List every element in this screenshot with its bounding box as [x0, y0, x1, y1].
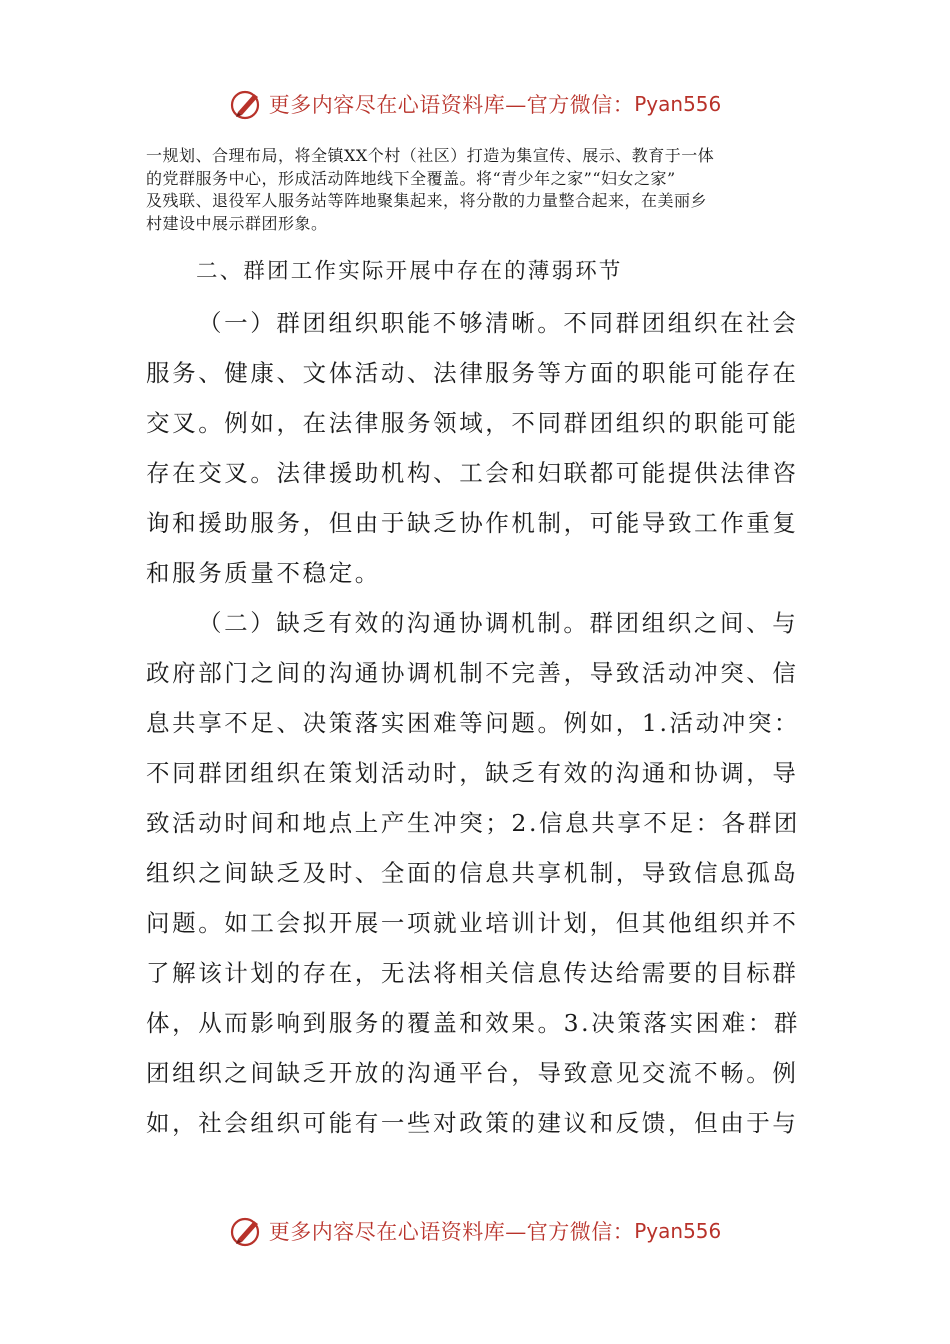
header-watermark: [0, 82, 950, 126]
watermark-text: 更多内容尽在心语资料库—官方微信：: [268, 93, 635, 117]
text-line: 存在交叉。法律援助机构、工会和妇联都可能提供法律咨: [146, 459, 799, 487]
text-line: （一）群团组织职能不够清晰。不同群团组织在社会: [198, 309, 799, 337]
text-line: 问题。如工会拟开展一项就业培训计划，但其他组织并不: [146, 909, 799, 937]
text-line: 组织之间缺乏及时、全面的信息共享机制，导致信息孤岛: [146, 859, 799, 887]
text-line: 的党群服务中心，形成活动阵地线下全覆盖。将“青少年之家”“妇女之家”: [146, 168, 676, 188]
text-line: 一规划、合理布局，将全镇XX个村（社区）打造为集宣传、展示、教育于一体: [146, 146, 715, 165]
watermark-wechat-id: Pyan556: [634, 92, 722, 116]
text-line: （二）缺乏有效的沟通协调机制。群团组织之间、与: [198, 609, 799, 637]
body-text: [146, 298, 801, 1148]
text-line: 体，从而影响到服务的覆盖和效果。3.决策落实困难：群: [146, 1009, 801, 1037]
text-line: 团组织之间缺乏开放的沟通平台，导致意见交流不畅。例: [146, 1059, 799, 1087]
text-line: 及残联、退役军人服务站等阵地聚集起来，将分散的力量整合起来，在美丽乡: [146, 191, 708, 210]
text-line: 交叉。例如，在法律服务领域，不同群团组织的职能可能: [146, 409, 799, 437]
text-line: 政府部门之间的沟通协调机制不完善，导致活动冲突、信: [146, 659, 799, 687]
text-line: 息共享不足、决策落实困难等问题。例如，1.活动冲突：: [146, 709, 801, 737]
footer-watermark: [0, 1209, 950, 1253]
text-line: 和服务质量不稳定。: [146, 559, 381, 587]
section-heading: 二、群团工作实际开展中存在的薄弱环节: [196, 259, 623, 284]
text-line: 村建设中展示群团形象。: [146, 213, 328, 233]
text-line: 不同群团组织在策划活动时，缺乏有效的沟通和协调，导: [146, 759, 799, 787]
pen-logo-icon: [229, 1213, 265, 1249]
watermark-text: 更多内容尽在心语资料库—官方微信：: [268, 1220, 635, 1244]
text-line: 服务、健康、文体活动、法律服务等方面的职能可能存在: [146, 359, 799, 387]
intro-paragraph: [146, 145, 810, 235]
text-line: 询和援助服务，但由于缺乏协作机制，可能导致工作重复: [146, 509, 799, 537]
pen-logo-icon: [229, 86, 265, 122]
text-line: 致活动时间和地点上产生冲突；2.信息共享不足：各群团: [146, 809, 801, 837]
watermark-wechat-id: Pyan556: [634, 1219, 722, 1243]
text-line: 如，社会组织可能有一些对政策的建议和反馈，但由于与: [146, 1109, 799, 1137]
text-line: 了解该计划的存在，无法将相关信息传达给需要的目标群: [146, 959, 799, 987]
